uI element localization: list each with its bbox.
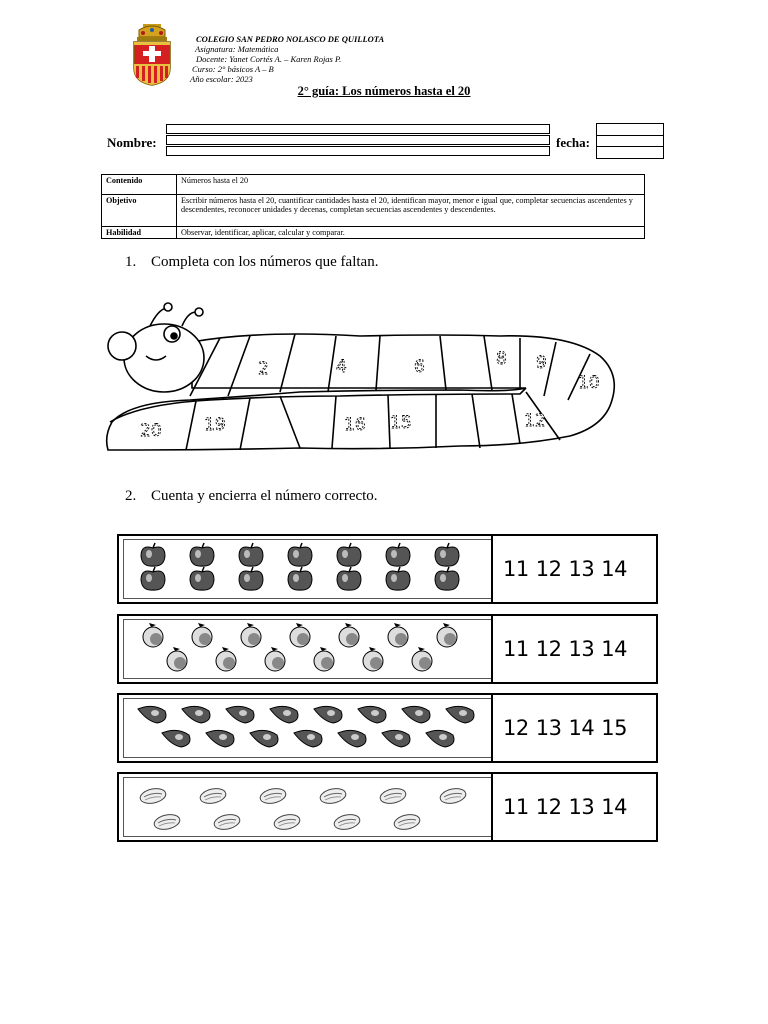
caterpillar-number: 15 xyxy=(390,413,412,433)
caterpillar-number: 12 xyxy=(524,411,546,431)
round-fruit-icon xyxy=(339,623,359,647)
school-name: COLEGIO SAN PEDRO NOLASCO DE QUILLOTA xyxy=(196,34,385,44)
apple-icon xyxy=(386,567,410,590)
round-fruit-icon xyxy=(290,623,310,647)
round-fruit-icon xyxy=(216,647,236,671)
table-cell-label: Contenido xyxy=(102,175,177,195)
guide-title: 2° guía: Los números hasta el 20 xyxy=(297,84,471,98)
number-options xyxy=(503,695,634,761)
pear-icon xyxy=(446,706,474,723)
caterpillar-number: 2 xyxy=(258,359,269,379)
leaf-icon xyxy=(259,786,287,805)
number-option[interactable]: 14 xyxy=(601,557,627,581)
school-info xyxy=(190,34,384,84)
pear-icon xyxy=(206,730,234,747)
caterpillar-number: 10 xyxy=(578,373,600,393)
table-cell-label: Objetivo xyxy=(102,195,177,227)
round-fruit-icon xyxy=(241,623,261,647)
round-fruit-icon xyxy=(314,647,334,671)
caterpillar-number: 9 xyxy=(536,353,547,373)
caterpillar-number: 8 xyxy=(496,349,507,369)
table-cell-text: Observar, identificar, aplicar, calcular y comparar. xyxy=(177,227,645,239)
date-field[interactable] xyxy=(596,123,664,159)
leaf-icon xyxy=(213,812,241,831)
round-fruit-icon xyxy=(192,623,212,647)
number-option[interactable]: 13 xyxy=(535,716,562,740)
apple-icon xyxy=(288,567,312,590)
table-row xyxy=(102,195,645,227)
number-option[interactable]: 14 xyxy=(601,637,627,661)
question-number: 2. xyxy=(125,488,137,504)
round-fruit-icon xyxy=(363,647,383,671)
apple-icon xyxy=(141,567,165,590)
question-text: Completa con los números que faltan. xyxy=(151,254,379,270)
number-option[interactable]: 13 xyxy=(568,795,595,819)
number-option[interactable]: 14 xyxy=(601,795,627,819)
pear-icon xyxy=(270,706,298,723)
apple-icon xyxy=(386,543,410,566)
course-line: Curso: 2° básicos A – B xyxy=(192,64,274,74)
table-cell-text: Escribir números hasta el 20, cuantificar cantidades hasta el 20, identifican mayor, menor e igual que, completar secuencias ascendentes y descendentes, reconocer unidades y decenas, completan secuencias ascendentes y descendentes. xyxy=(177,195,645,227)
table-cell-label: Habilidad xyxy=(102,227,177,239)
pear-icon xyxy=(314,706,342,723)
number-option[interactable]: 13 xyxy=(568,637,595,661)
pear-icon xyxy=(426,730,454,747)
apple-icon xyxy=(141,543,165,566)
number-options xyxy=(503,616,634,682)
caterpillar-number: 19 xyxy=(204,415,226,435)
number-option[interactable]: 12 xyxy=(535,557,562,581)
question-2 xyxy=(125,488,378,505)
caterpillar-number: 16 xyxy=(344,415,366,435)
pear-icon xyxy=(294,730,322,747)
number-option[interactable]: 15 xyxy=(601,716,627,740)
question-1 xyxy=(125,254,378,271)
apple-icon xyxy=(239,567,263,590)
number-option[interactable]: 11 xyxy=(503,795,529,819)
leaf-icon xyxy=(333,812,361,831)
apple-icon xyxy=(435,543,459,566)
subject-line: Asignatura: Matemática xyxy=(195,44,279,54)
number-option[interactable]: 14 xyxy=(568,716,595,740)
school-crest-icon xyxy=(131,24,173,86)
pear-icon xyxy=(226,706,254,723)
apple-icon xyxy=(190,543,214,566)
caterpillar-number: 20 xyxy=(140,421,162,441)
pear-icon xyxy=(402,706,430,723)
pear-icon xyxy=(162,730,190,747)
table-row xyxy=(102,175,645,195)
pear-icon xyxy=(182,706,210,723)
round-fruit-icon xyxy=(265,647,285,671)
apple-icon xyxy=(337,543,361,566)
pear-icon xyxy=(250,730,278,747)
question-number: 1. xyxy=(125,254,137,270)
number-options xyxy=(503,774,634,840)
year-line: Año escolar: 2023 xyxy=(190,74,253,84)
leaf-icon xyxy=(439,786,467,805)
apple-icon xyxy=(190,567,214,590)
pear-icon xyxy=(338,730,366,747)
number-option[interactable]: 12 xyxy=(535,795,562,819)
number-options xyxy=(503,536,634,602)
leaf-icon xyxy=(199,786,227,805)
leaf-icon xyxy=(319,786,347,805)
table-cell-text: Números hasta el 20 xyxy=(177,175,645,195)
apple-icon xyxy=(239,543,263,566)
apple-icon xyxy=(435,567,459,590)
leaf-icon xyxy=(273,812,301,831)
caterpillar-number: 6 xyxy=(414,357,425,377)
name-field[interactable] xyxy=(166,124,550,156)
counting-row-round-fruit xyxy=(117,614,658,684)
number-option[interactable]: 13 xyxy=(568,557,595,581)
counting-row-leaves xyxy=(117,772,658,842)
round-fruit-icon xyxy=(167,647,187,671)
counting-row-apples xyxy=(117,534,658,604)
apple-icon xyxy=(337,567,361,590)
pear-icon-group xyxy=(119,695,491,761)
round-fruit-icon xyxy=(143,623,163,647)
leaf-icon xyxy=(379,786,407,805)
date-label: fecha: xyxy=(556,135,590,150)
number-option[interactable]: 11 xyxy=(503,637,529,661)
apple-icon-group xyxy=(119,536,491,602)
counting-row-pears xyxy=(117,693,658,763)
leaf-icon xyxy=(393,812,421,831)
apple-icon xyxy=(288,543,312,566)
name-label: Nombre: xyxy=(107,135,157,150)
number-option[interactable]: 11 xyxy=(503,557,529,581)
table-row xyxy=(102,227,645,239)
info-table xyxy=(101,174,645,239)
caterpillar-number: 4 xyxy=(336,357,347,377)
pear-icon xyxy=(138,706,166,723)
question-text: Cuenta y encierra el número correcto. xyxy=(151,488,378,504)
round-fruit-icon-group xyxy=(119,616,491,682)
caterpillar-illustration xyxy=(100,300,630,460)
number-option[interactable]: 12 xyxy=(535,637,562,661)
teachers-line: Docente: Yanet Cortés A. – Karen Rojas P. xyxy=(196,54,342,64)
pear-icon xyxy=(358,706,386,723)
round-fruit-icon xyxy=(437,623,457,647)
leaf-icon xyxy=(153,812,181,831)
round-fruit-icon xyxy=(388,623,408,647)
pear-icon xyxy=(382,730,410,747)
round-fruit-icon xyxy=(412,647,432,671)
leaf-icon xyxy=(139,786,167,805)
number-option[interactable]: 12 xyxy=(503,716,529,740)
leaf-icon-group xyxy=(119,774,491,840)
